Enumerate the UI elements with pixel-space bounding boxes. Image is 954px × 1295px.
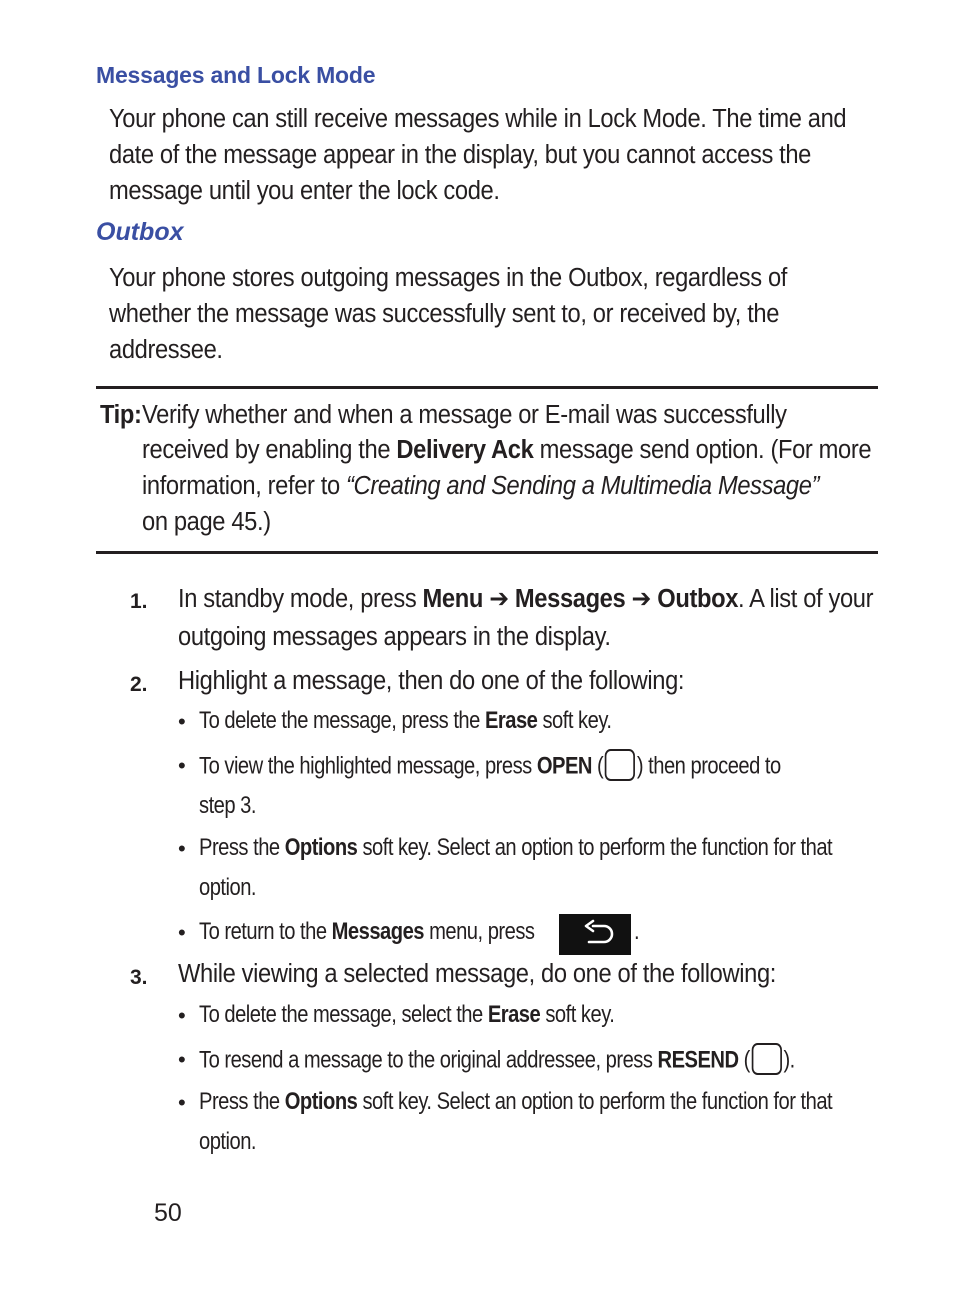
step-2-text: Highlight a message, then do one of the following: xyxy=(178,667,685,695)
paragraph-line: message until you enter the lock code. xyxy=(109,177,500,205)
bullet-text: soft key. Select an option to perform the function for that xyxy=(357,834,833,861)
paragraph-line: addressee. xyxy=(109,336,223,364)
step-3-bullet-2 xyxy=(199,1045,795,1077)
step-1-line-1 xyxy=(178,584,873,614)
tip-bottom-rule xyxy=(96,551,878,554)
bullet-text: Press the xyxy=(199,834,285,861)
bullet-text: Press the xyxy=(199,1088,285,1115)
bullet-text: To delete the message, select the xyxy=(199,1001,488,1028)
lock-mode-paragraph xyxy=(109,101,846,209)
section-heading-lock-mode: Messages and Lock Mode xyxy=(96,62,376,88)
bullet-icon: • xyxy=(178,753,186,778)
delivery-ack-option: Delivery Ack xyxy=(396,436,534,464)
paragraph-line: Your phone can still receive messages while in Lock Mode. The time and xyxy=(109,105,847,133)
tip-line-2 xyxy=(142,436,871,465)
open-soft-key-icon xyxy=(605,749,635,781)
bullet-text: soft key. Select an option to perform the function for that xyxy=(357,1088,833,1115)
options-key-label: Options xyxy=(284,834,358,861)
erase-key-label: Erase xyxy=(484,707,538,734)
step-text: . A list of your xyxy=(738,585,874,613)
outbox-paragraph xyxy=(109,260,787,368)
bullet-text: menu, press xyxy=(424,918,535,945)
bullet-text: ( xyxy=(738,1046,750,1074)
bullet-text: soft key. xyxy=(540,1001,615,1028)
bullet-icon: • xyxy=(178,709,186,734)
bullet-text: soft key. xyxy=(537,707,612,734)
arrow-icon: ➔ xyxy=(482,585,515,613)
step-3-bullet-1 xyxy=(199,1001,614,1029)
bullet-icon: • xyxy=(178,836,186,861)
bullet-text: To return to the xyxy=(199,918,332,945)
outbox-key-label: Outbox xyxy=(657,585,739,613)
messages-key-label: Messages xyxy=(514,585,626,613)
step-3-text: While viewing a selected message, do one of the following: xyxy=(178,960,777,988)
tip-line-1: Verify whether and when a message or E-mail was successfully xyxy=(142,401,787,429)
erase-key-label: Erase xyxy=(487,1001,541,1028)
tip-line-3 xyxy=(142,472,819,501)
step-2-bullet-2 xyxy=(199,751,781,783)
open-key-label: OPEN xyxy=(536,752,592,780)
tip-text: information, refer to xyxy=(142,472,347,500)
resend-soft-key-icon xyxy=(752,1043,782,1075)
page-number: 50 xyxy=(154,1199,182,1227)
tip-text: message send option. (For more xyxy=(533,436,872,464)
bullet-icon: • xyxy=(178,1047,186,1072)
bullet-text: ( xyxy=(591,752,604,780)
step-number: 2. xyxy=(130,673,148,696)
tip-label: Tip: xyxy=(100,401,142,429)
options-key-label: Options xyxy=(284,1088,358,1115)
paragraph-line: date of the message appear in the display, but you cannot access the xyxy=(109,141,812,169)
bullet-text: To delete the message, press the xyxy=(199,707,485,734)
tip-top-rule xyxy=(96,386,878,389)
back-arrow-icon xyxy=(559,914,631,955)
cross-reference-link[interactable]: “Creating and Sending a Multimedia Message” xyxy=(346,472,820,500)
menu-key-label: Menu xyxy=(422,585,483,613)
tip-text: received by enabling the xyxy=(142,436,397,464)
step-2-bullet-4 xyxy=(199,918,534,946)
arrow-icon: ➔ xyxy=(625,585,658,613)
step-2-bullet-3 xyxy=(199,834,832,862)
section-heading-outbox: Outbox xyxy=(96,218,184,246)
tip-line-4: on page 45.) xyxy=(142,508,271,536)
step-3-bullet-3 xyxy=(199,1088,832,1116)
bullet-text: ). xyxy=(783,1046,795,1074)
step-3-bullet-3-line-2: option. xyxy=(199,1128,257,1155)
bullet-text: To view the highlighted message, press xyxy=(199,752,537,780)
step-number: 1. xyxy=(130,590,148,613)
bullet-text: ) then proceed to xyxy=(636,752,781,780)
step-1-line-2: outgoing messages appears in the display. xyxy=(178,623,611,651)
period: . xyxy=(634,918,640,945)
back-arrow-icon-graphic xyxy=(559,914,631,955)
step-2-bullet-1 xyxy=(199,707,612,735)
bullet-icon: • xyxy=(178,920,186,945)
step-2-bullet-3-line-2: option. xyxy=(199,874,257,901)
bullet-text: To resend a message to the original addressee, press xyxy=(199,1046,658,1074)
paragraph-line: Your phone stores outgoing messages in the Outbox, regardless of xyxy=(109,264,787,292)
step-text: In standby mode, press xyxy=(178,585,423,613)
paragraph-line: whether the message was successfully sent to, or received by, the xyxy=(109,300,780,328)
bullet-icon: • xyxy=(178,1003,186,1028)
bullet-icon: • xyxy=(178,1090,186,1115)
step-number: 3. xyxy=(130,966,148,989)
resend-key-label: RESEND xyxy=(657,1046,739,1074)
step-2-bullet-2-line-2: step 3. xyxy=(199,792,257,819)
messages-menu-label: Messages xyxy=(331,918,425,945)
